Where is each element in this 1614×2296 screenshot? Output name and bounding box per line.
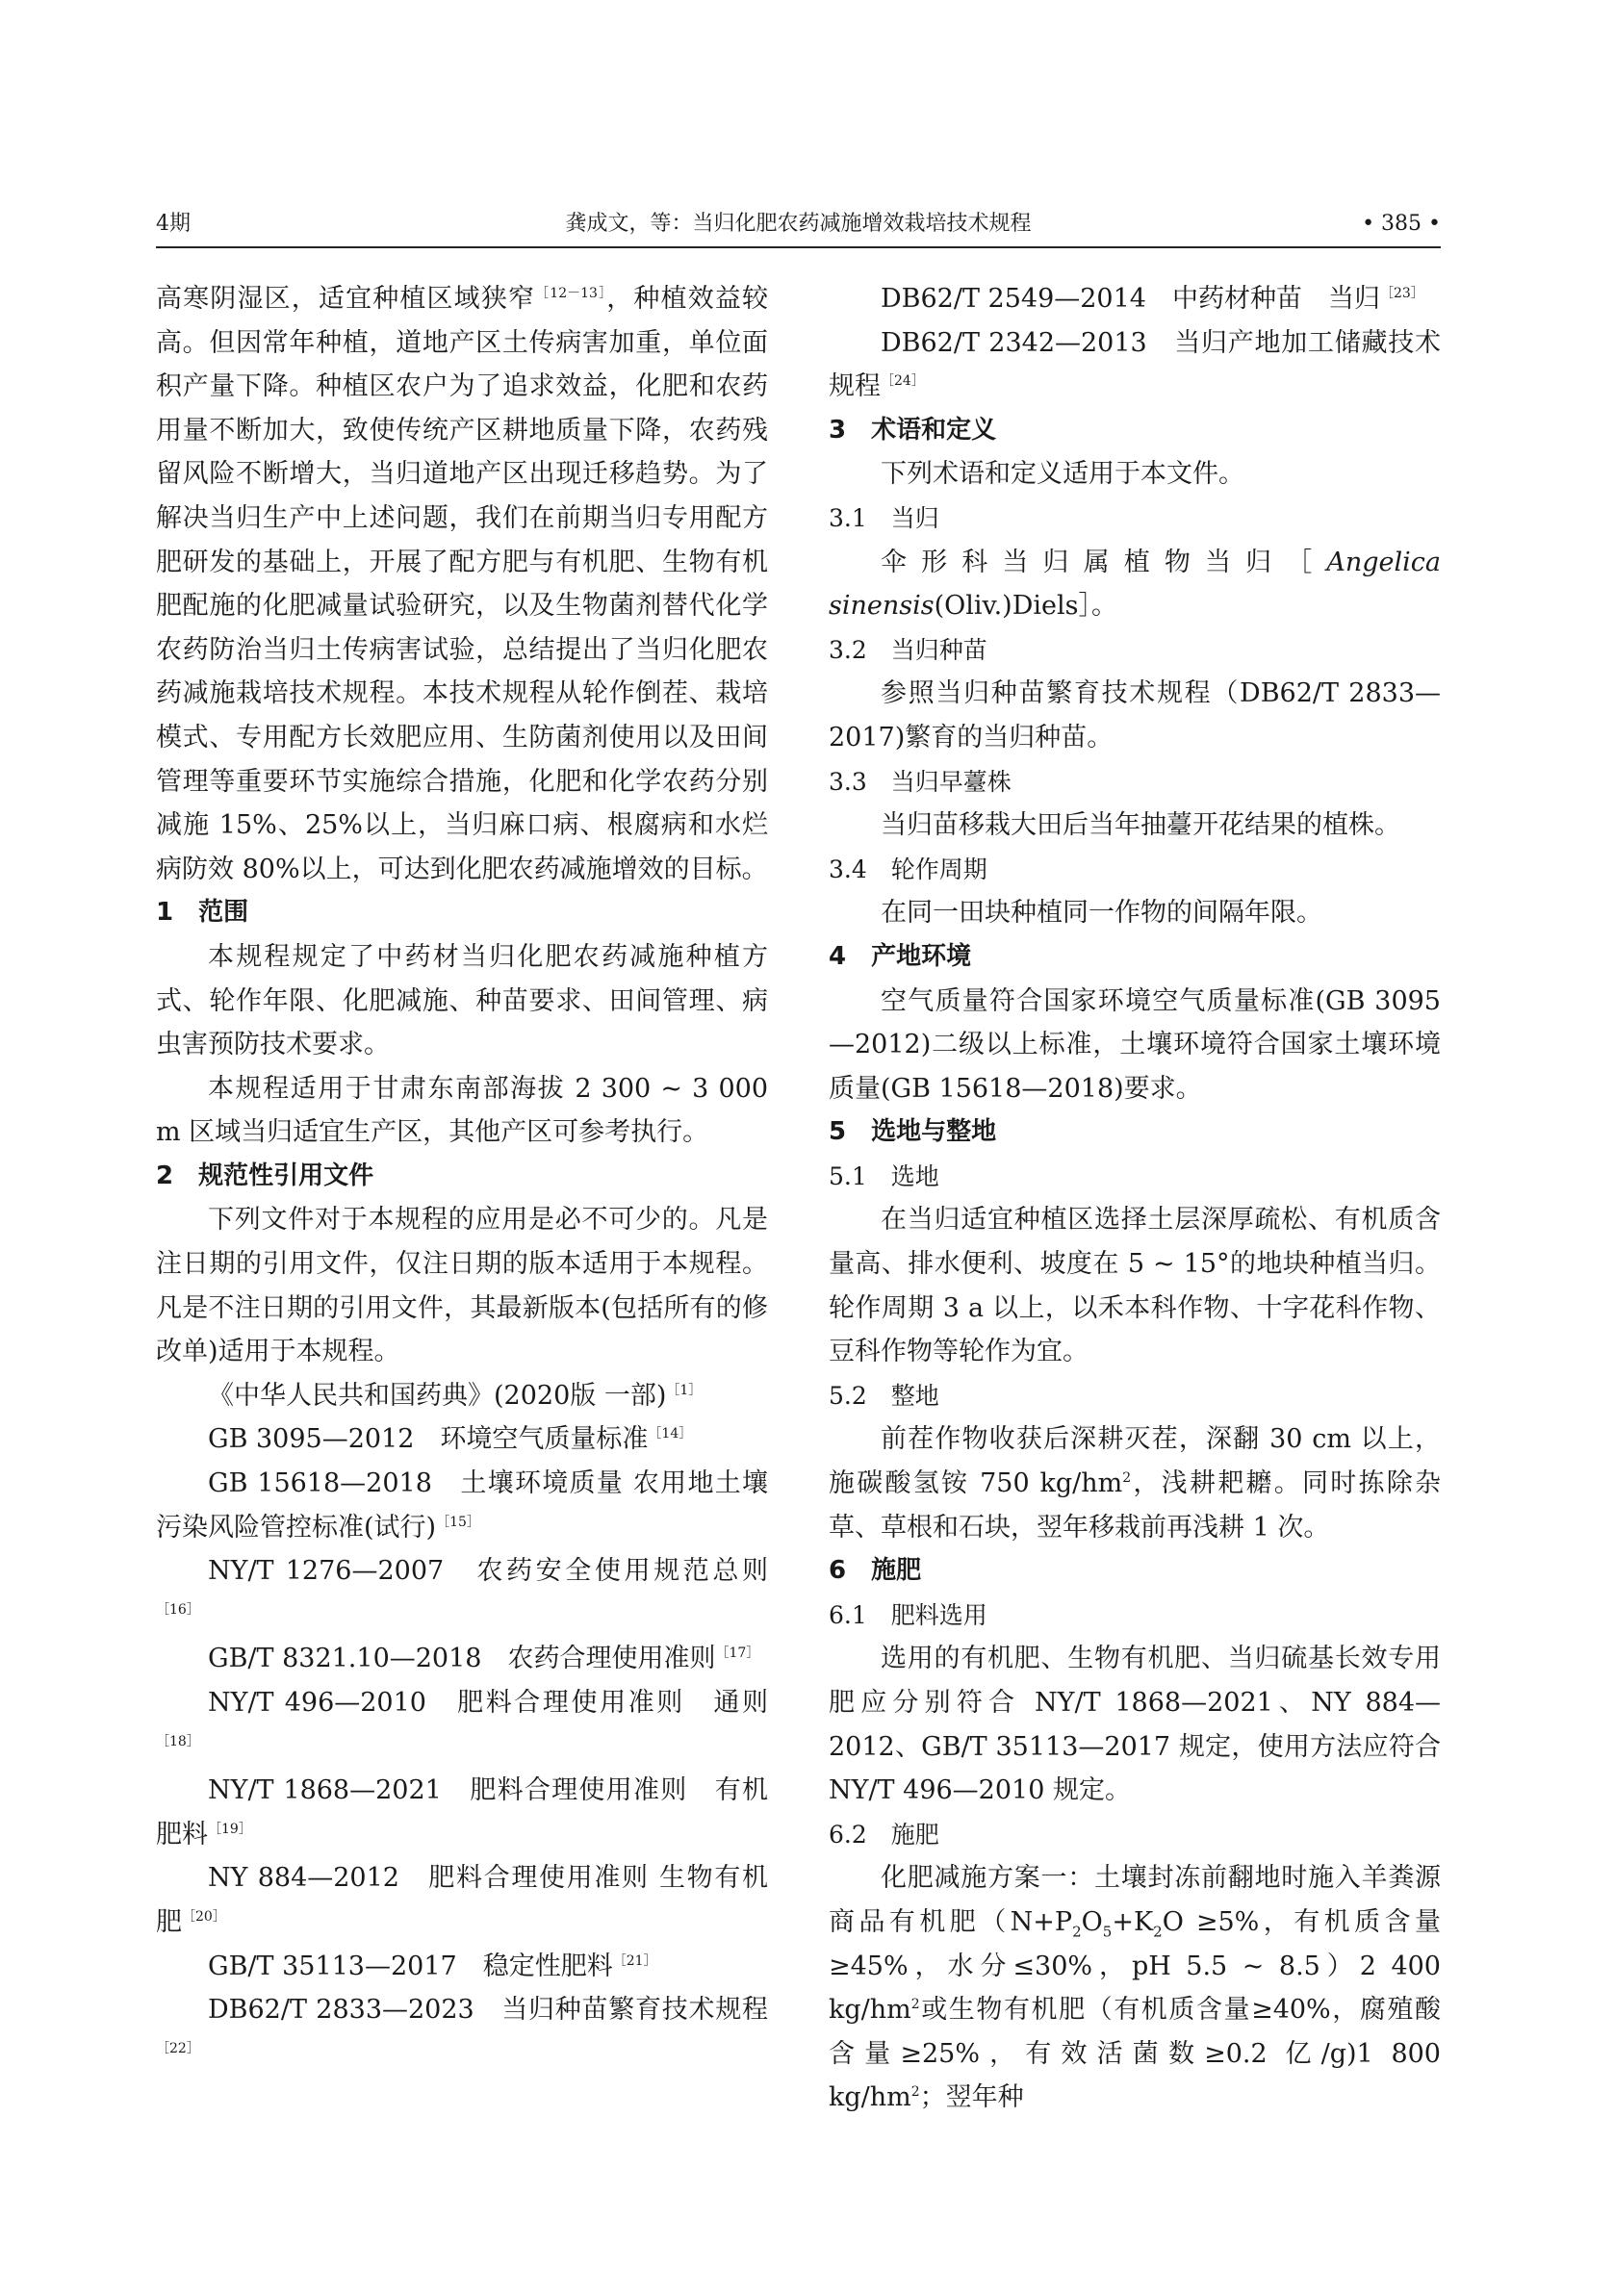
reference-item: NY 884—2012 肥料合理使用准则 生物有机肥$^{[20]}$: [156, 1863, 768, 1937]
subsection-heading: 5.2 整地: [829, 1381, 939, 1410]
section-4-heading: 4 产地环境: [829, 941, 972, 971]
subsection-heading: 6.2 施肥: [829, 1820, 939, 1849]
reference-item: GB 3095—2012 环境空气质量标准$^{[14]}$: [208, 1424, 693, 1455]
left-column: [156, 277, 768, 2076]
reference-item: DB62/T 2833—2023 当归种苗繁育技术规程$^{[22]}$: [156, 1995, 768, 2056]
section-2-heading: 2 规范性引用文件: [156, 1161, 374, 1190]
section-2-paragraph: 下列文件对于本规程的应用是必不可少的。凡是注日期的引用文件，仅注日期的版本适用于本规程。凡是不注日期的引用文件，其最新版本(包括所有的修改单)适用于本规程。: [156, 1205, 768, 1367]
subsection-paragraph: 当归苗移栽大田后当年抽薹开花结果的植株。: [881, 810, 1400, 841]
section-3-heading: 3 术语和定义: [829, 415, 997, 445]
subsection-heading: 3.1 当归: [829, 503, 939, 532]
section-6-heading: 6 施肥: [829, 1556, 922, 1586]
reference-item: NY/T 496—2010 肥料合理使用准则 通则$^{[18]}$: [156, 1688, 768, 1749]
subsection-paragraph: 选用的有机肥、生物有机肥、当归硫基长效专用肥应分别符合 NY/T 1868—2021、NY 884—2012、GB/T 35113—2017 规定，使用方法应符合 NY/T 496—2010 规定。: [829, 1644, 1441, 1806]
subsection-paragraph: 在同一田块种植同一作物的间隔年限。: [881, 898, 1322, 929]
intro-paragraph: 高寒阴湿区，适宜种植区域狭窄$^{[12-13]}$，种植效益较高。但因常年种植，道地产区土传病害加重，单位面积产量下降。种植区农户为了追求效益，化肥和农药用量不断加大，致使传统产区耕地质量下降，农药残留风险不断增大，当归道地产区出现迁移趋势。为了解决当归生产中上述问题，我们在前期当归专用配方肥研发的基础上，开展了配方肥与有机肥、生物有机肥配施的化肥减量试验研究，以及生物菌剂替代化学农药防治当归土传病害试验，总结提出了当归化肥农药减施栽培技术规程。本技术规程从轮作倒茬、栽培模式、专用配方长效肥应用、生防菌剂使用以及田间管理等重要环节实施综合措施，化肥和化学农药分别减施 15%、25%以上，当归麻口病、根腐病和水烂病防效 80%以上，可达到化肥农药减施增效的目标。: [156, 284, 768, 884]
page-number: • 385 •: [1362, 212, 1441, 236]
subsection-paragraph: 参照当归种苗繁育技术规程（DB62/T 2833—2017)繁育的当归种苗。: [829, 678, 1441, 753]
issue-number: 4期: [156, 212, 191, 236]
reference-item: DB62/T 2549—2014 中药材种苗 当归$^{[23]}$: [881, 284, 1424, 314]
subsection-heading: 3.4 轮作周期: [829, 855, 987, 883]
subsection-heading: 6.1 肥料选用: [829, 1600, 987, 1629]
subsection-heading: 3.3 当归早薹株: [829, 767, 1012, 796]
reference-item: NY/T 1868—2021 肥料合理使用准则 有机肥料$^{[19]}$: [156, 1775, 768, 1850]
running-title: 龚成文，等：当归化肥农药减施增效栽培技术规程: [565, 212, 1032, 236]
section-3-paragraph: 下列术语和定义适用于本文件。: [881, 459, 1244, 490]
subsection-paragraph: 在当归适宜种植区选择土层深厚疏松、有机质含量高、排水便利、坡度在 5 ~ 15°的地块种植当归。轮作周期 3 a 以上，以禾本科作物、十字花科作物、豆科作物等轮作为宜。: [829, 1205, 1441, 1367]
subsection-heading: 3.2 当归种苗: [829, 635, 987, 664]
subsection-heading: 5.1 选地: [829, 1161, 939, 1190]
reference-item: GB/T 35113—2017 稳定性肥料$^{[21]}$: [208, 1951, 657, 1981]
subsection-paragraph: 前茬作物收获后深耕灭茬，深翻 30 cm 以上，施碳酸氢铵 750 $kg/hm^2$，浅耕耙耱。同时拣除杂草、草根和石块，翌年移栽前再浅耕 1 次。: [829, 1424, 1442, 1543]
reference-item: GB/T 8321.10—2018 农药合理使用准则$^{[17]}$: [208, 1644, 760, 1674]
section-1-paragraph: 本规程适用于甘肃东南部海拔 2 300 ~ 3 000 m 区域当归适宜生产区，其他产区可参考执行。: [156, 1073, 768, 1148]
citation: ［12－13］: [535, 286, 607, 301]
reference-item: GB 15618—2018 土壤环境质量 农用地土壤污染风险管控标准(试行)$^{[15]}$: [156, 1468, 768, 1543]
reference-item: 《中华人民共和国药典》(2020版 一部)$^{[1]}$: [208, 1380, 703, 1411]
section-5-heading: 5 选地与整地: [829, 1117, 997, 1147]
reference-item: NY/T 1276—2007 农药安全使用规范总则$^{[16]}$: [156, 1556, 768, 1618]
reference-item: DB62/T 2342—2013 当归产地加工储藏技术规程$^{[24]}$: [829, 327, 1441, 402]
subsection-paragraph: 化肥减施方案一：土壤封冻前翻地时施入羊粪源商品有机肥（$N+P_2O_5+K_2O \ge 5\%$，有机质含量≥45%，水分≤30%，pH 5.5 ~ 8.5）2 400 $kg/hm^2$或生物有机肥（有机质含量≥40%，腐殖酸含量≥25%，有效活菌数≥0.2 亿/g)1 800 $kg/hm^2$；翌年种: [829, 1863, 1441, 2113]
section-1-heading: 1 范围: [156, 898, 249, 928]
subsection-paragraph: 伞形科当归属植物当归［Angelica sinensis(Oliv.)Diels］。: [829, 547, 1441, 622]
page-header: [156, 205, 1441, 243]
section-4-paragraph: 空气质量符合国家环境空气质量标准(GB 3095—2012)二级以上标准，土壤环境符合国家土壤环境质量(GB 15618—2018)要求。: [829, 985, 1441, 1104]
header-rule: [156, 246, 1441, 248]
section-1-paragraph: 本规程规定了中药材当归化肥农药减施种植方式、轮作年限、化肥减施、种苗要求、田间管理、病虫害预防技术要求。: [156, 941, 768, 1060]
right-column: [829, 277, 1441, 2120]
